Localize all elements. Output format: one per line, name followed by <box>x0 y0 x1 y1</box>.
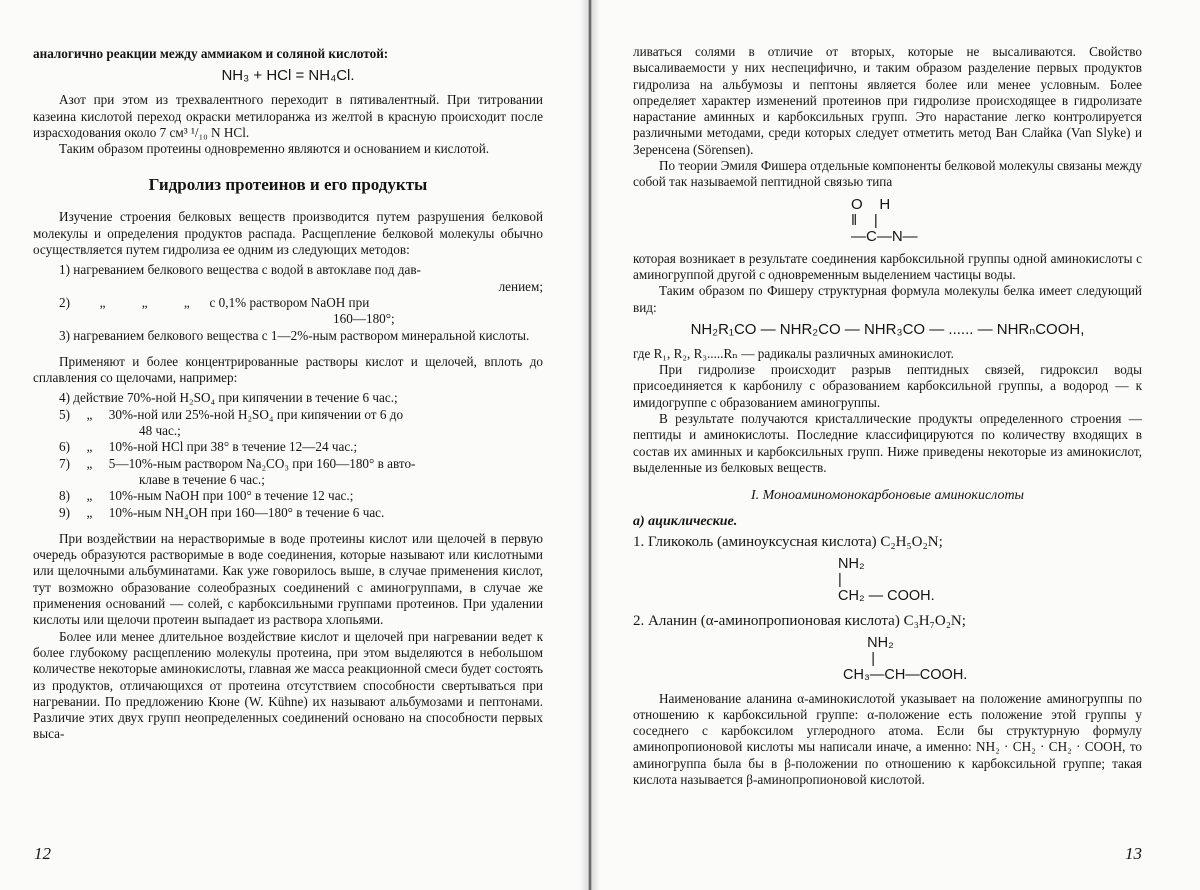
paragraph: Применяют и более концентрированные растворы кислот и щелочей, вплоть до сплавления со щелочами, например: <box>33 353 543 386</box>
formula-line: | <box>838 571 842 588</box>
paragraph: Более или менее длительное воздействие кислот и щелочей при нагревании ведет к более глубокому расщеплению молекулы протеина, при этом выделяются в небольшом количестве некоторые аминокислоты, главная же масса реакционной смеси будет состоять из продуктов, отличающихся от протеина отсутствием способности свертываться при нагревании. По предложению Кюне (W. Kühne) их называют альбумозами и пептонами. Различие этих двух групп неопределенных соединений основано на способности первых выса- <box>33 628 543 742</box>
section-heading: Гидролиз протеинов и его продукты <box>148 175 428 195</box>
paragraph: При гидролизе происходит разрыв пептидных связей, гидроксил воды присоединяется к карбонилу с образованием карбоксильной группы, а водород — к имидогруппе с образованием аминогруппы. <box>633 362 1142 410</box>
paragraph: аналогично реакции между аммиаком и соляной кислотой: <box>33 46 389 61</box>
paragraph: По теории Эмиля Фишера отдельные компоненты белковой молекулы связаны между собой так называемой пептидной связью типа <box>633 158 1142 190</box>
list-item: клаве в течение 6 час.; <box>139 471 265 487</box>
methods-list-2 <box>33 390 543 520</box>
formula-line: ‖ | <box>851 211 878 229</box>
paragraph: Азот при этом из трехвалентного переходит в пятивалентный. При титровании казеина кислотой переход окраски метилоранжа из желтой в красную происходит после израсходования около 7 см³ ¹/₁₀ N HCl. <box>33 92 543 140</box>
list-item: лением; <box>498 278 543 294</box>
paragraph: Наименование аланина α-аминокислотой указывает на положение аминогруппы по отношению к карбоксильной группе: α-положение есть положение этой группы у соседнего с карбоксилом углеродного атома. Если бы структурную формулу аминопропионовой кислоты мы написали иначе, а именно: NH₂ · CH₂ · CH₂ · COOH, то аминогруппа была бы в β-положении по отношению к карбоксильной группе; такая кислота называется β-аминопропионовой кислотой. <box>633 690 1142 788</box>
paragraph: ливаться солями в отличие от вторых, которые не высаливаются. Свойство высаливаемости у них неспецифично, и таким образом разделение первых продуктов гидролиза на альбумозы и пептоны является более или менее условным. Более определяет характер изменений протеинов при гидролизе происходящее в гидролизате нарастание аминных и карбоксильных групп. Это нарастание легко контролируется различными методами, среди которых следует отметить метод Ван Слайка (Van Slyke) и Зеренсена (Sörensen). <box>633 44 1142 157</box>
list-item: 7) „ 5—10%-ным раствором Na₂CO₃ при 160—180° в авто- <box>59 455 416 471</box>
formula-line: O H <box>851 195 891 213</box>
formula-line: CH₂ — COOH. <box>838 587 935 604</box>
paragraph: Изучение строения белковых веществ производится путем разрушения белковой молекулы и определения продуктов распада. Расщепление белковой молекулы обычно осуществляется путем гидролиза ее одним из следующих методов: <box>33 209 543 258</box>
formula-line: CH₃—CH—COOH. <box>843 666 968 683</box>
methods-list <box>33 262 543 343</box>
list-item: 3) нагреванием белкового вещества с 1—2%-ным раствором минеральной кислоты. <box>59 327 530 343</box>
formula: NH₃ + HCl = NH₄Cl. <box>221 67 355 85</box>
paragraph: которая возникает в результате соединения карбоксильной группы одной аминокислоты с аминогруппой другой с одновременным выделением частицы воды. <box>633 250 1142 282</box>
paragraph: При воздействии на нерастворимые в воде протеины кислот или щелочей в первую очередь образуются растворимые в воде соединения, которые называют или кислотными или щелочными альбуминатами. Как уже говорилось выше, в случае применения кислот, тут возможно образование солеобразных соединений с аминогруппами, в случае же применения оснований — солей, с карбоксильными группами протеинов. При удалении кислоты или щелочи протеин выпадает из раствора хлопьями. <box>33 530 543 628</box>
list-item: 1) нагреванием белкового вещества с водой в автоклаве под дав- <box>59 262 421 278</box>
paragraph: Таким образом по Фишеру структурная формула молекулы белка имеет следующий вид: <box>633 283 1142 315</box>
page-number: 13 <box>1125 844 1142 863</box>
book-gutter <box>580 0 600 890</box>
paragraph: где R₁, R₂, R₃.....Rₙ — радикалы различных аминокислот. <box>633 345 954 361</box>
list-item: 2) „ „ „ с 0,1% раствором NaOH при <box>59 294 370 310</box>
page-number: 12 <box>34 844 51 863</box>
left-page <box>0 0 585 890</box>
formula-line: —C—N— <box>851 227 918 245</box>
list-item: 6) „ 10%-ной HCl при 38° в течение 12—24 час.; <box>59 439 358 455</box>
formula: NH₂R₁CO — NHR₂CO — NHR₃CO — ...... — NHRₙCOOH, <box>690 320 1085 338</box>
list-item: 48 час.; <box>139 423 181 439</box>
subsection-label: а) ациклические. <box>633 514 738 530</box>
list-item: 8) „ 10%-ным NaOH при 100° в течение 12 час.; <box>59 488 354 504</box>
right-page <box>600 0 1200 890</box>
list-item: 160—180°; <box>333 311 395 327</box>
formula-line: NH₂ <box>843 634 894 651</box>
subsection-heading: I. Моноаминомонокарбоновые аминокислоты <box>750 488 1025 504</box>
amino-acid-title: 2. Аланин (α-аминопропионовая кислота) C₃H₇O₂N; <box>633 612 966 629</box>
list-item: 4) действие 70%-ной H₂SO₄ при кипячении в течение 6 час.; <box>59 390 398 406</box>
list-item: 5) „ 30%-ной или 25%-ной H₂SO₄ при кипячении от 6 до <box>59 406 404 422</box>
list-item: 9) „ 10%-ным NH₄OH при 160—180° в течение 6 час. <box>59 504 385 520</box>
amino-acid-title: 1. Гликоколь (аминоуксусная кислота) C₂H₅O₂N; <box>633 533 943 550</box>
formula-line: | <box>843 650 875 667</box>
paragraph: В результате получаются кристаллические продукты определенного строения — пептиды и аминокислоты. Последние классифицируются по количеству входящих в состав их аминных и карбоксильных групп. Ниже приведены некоторые из аминокислот, выделенные из белковых веществ. <box>633 411 1142 475</box>
peptide-bond-formula <box>851 197 1142 245</box>
structural-formula <box>838 556 1142 604</box>
paragraph: Таким образом протеины одновременно являются и основанием и кислотой. <box>59 141 490 157</box>
formula-line: NH₂ <box>838 555 865 572</box>
structural-formula <box>843 635 1142 683</box>
